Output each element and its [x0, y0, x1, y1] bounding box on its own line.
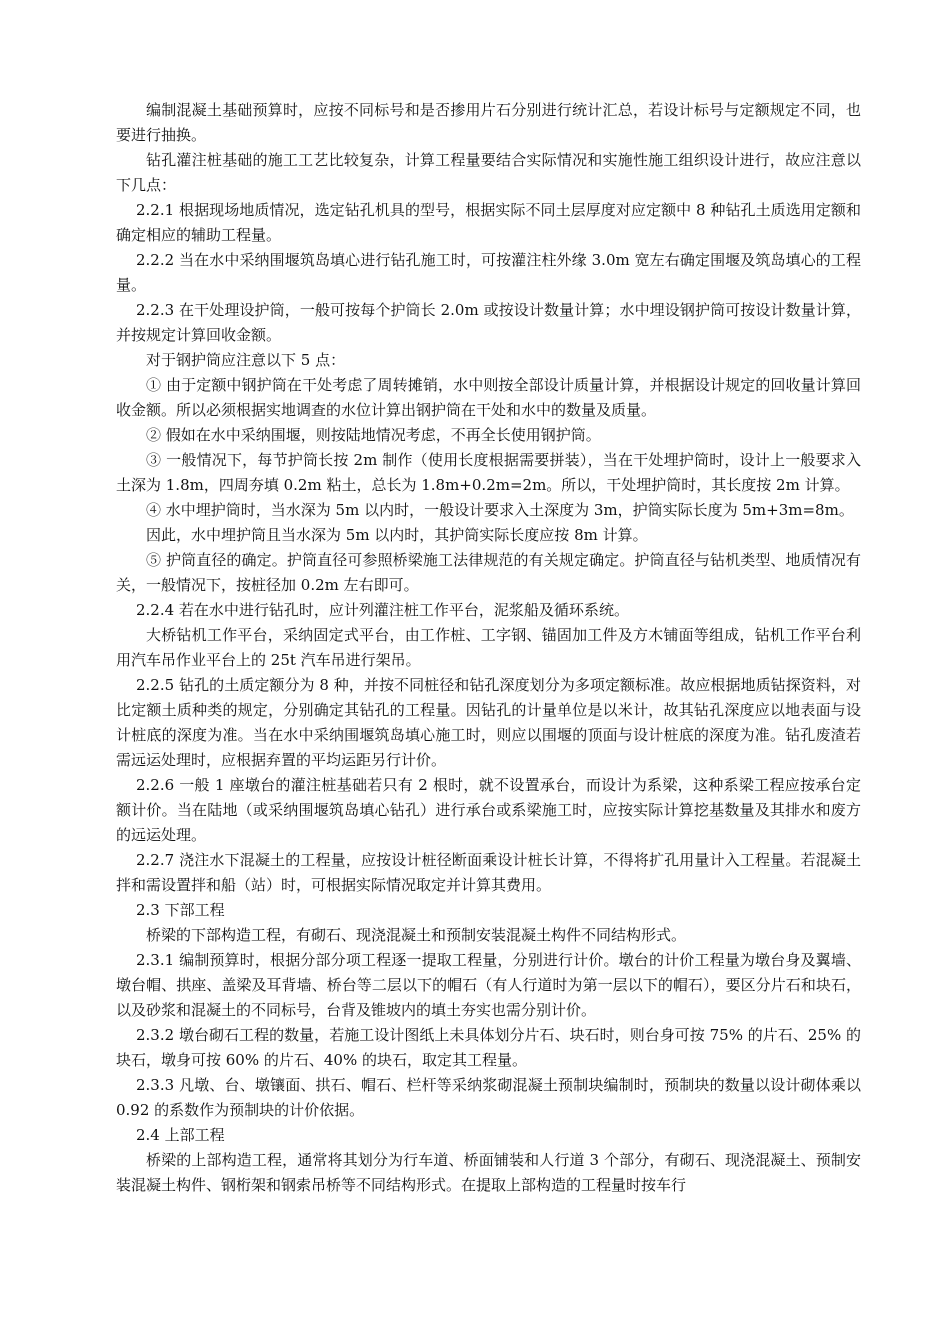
paragraph-drilling-platform: 大桥钻机工作平台，采纳固定式平台，由工作桩、工字钢、锚固加工件及方木铺面等组成，钻机工作平台利用汽车吊作业平台上的 25t 汽车吊进行架吊。	[116, 626, 861, 669]
paragraph-superstructure-intro: 桥梁的上部构造工程，通常将其划分为行车道、桥面铺装和人行道 3 个部分，有砌石、现浇混凝土、预制安装混凝土构件、钢桁架和钢索吊桥等不同结构形式。在提取上部构造的工程量时按车行	[116, 1151, 861, 1194]
paragraph-casing-point-5: ⑤ 护筒直径的确定。护筒直径可参照桥梁施工法律规范的有关规定确定。护筒直径与钻机类型、地质情况有关，一般情况下，按桩径加 0.2m 左右即可。	[116, 551, 861, 594]
paragraph-steel-casing-points: 对于钢护筒应注意以下 5 点：	[146, 351, 346, 369]
paragraph-substructure-intro: 桥梁的下部构造工程，有砌石、现浇混凝土和预制安装混凝土构件不同结构形式。	[146, 926, 687, 944]
paragraph-2-2-4: 2.2.4 若在水中进行钻孔时，应计列灌注桩工作平台，泥浆船及循环系统。	[136, 601, 629, 619]
paragraph-2-2-5: 2.2.5 钻孔的土质定额分为 8 种，并按不同桩径和钻孔深度划分为多项定额标准。故应根据地质钻探资料，对比定额土质种类的规定，分别确定其钻孔的工程量。因钻孔的计量单位是以米计，故其钻孔深度应以地表面与设计桩底的深度为准。当在水中采纳围堰筑岛填心施工时，则应以围堰的顶面与设计桩底的深度为准。钻孔废渣若需远运处理时，应根据弃置的平均运距另行计价。	[116, 676, 861, 769]
heading-2-3-substructure: 2.3 下部工程	[136, 901, 225, 919]
document-body	[116, 98, 861, 1198]
paragraph-2-2-7: 2.2.7 浇注水下混凝土的工程量，应按设计桩径断面乘设计桩长计算，不得将扩孔用量计入工程量。若混凝土拌和需设置拌和船（站）时，可根据实际情况取定并计算其费用。	[116, 851, 861, 894]
paragraph-2-3-3: 2.3.3 凡墩、台、墩镶面、拱石、帽石、栏杆等采纳浆砌混凝土预制块编制时，预制块的数量以设计砌体乘以 0.92 的系数作为预制块的计价依据。	[116, 1076, 861, 1119]
paragraph-2-2-6: 2.2.6 一般 1 座墩台的灌注桩基础若只有 2 根时，就不设置承台，而设计为系梁，这种系梁工程应按承台定额计价。当在陆地（或采纳围堰筑岛填心钻孔）进行承台或系梁施工时，应按实际计算挖基数量及其排水和废方的远运处理。	[116, 776, 861, 844]
paragraph-casing-point-1: ① 由于定额中钢护筒在干处考虑了周转摊销，水中则按全部设计质量计算，并根据设计规定的回收量计算回收金额。所以必须根据实地调查的水位计算出钢护筒在干处和水中的数量及质量。	[116, 376, 861, 419]
paragraph-casing-point-4: ④ 水中埋护筒时，当水深为 5m 以内时，一般设计要求入土深度为 3m，护筒实际长度为 5m+3m=8m。	[146, 501, 854, 519]
paragraph-casing-conclusion: 因此，水中埋护筒且当水深为 5m 以内时，其护筒实际长度应按 8m 计算。	[146, 526, 648, 544]
paragraph-casing-point-3: ③ 一般情况下，每节护筒长按 2m 制作（使用长度根据需要拼装），当在干处埋护筒时，设计上一般要求入土深为 1.8m，四周夯填 0.2m 粘土，总长为 1.8m+0.2m=2m。所以，干处埋护筒时，其长度按 2m 计算。	[116, 451, 861, 494]
paragraph-2-2-3: 2.2.3 在干处理设护筒，一般可按每个护筒长 2.0m 或按设计数量计算；水中埋设钢护筒可按设计数量计算，并按规定计算回收金额。	[116, 301, 861, 344]
paragraph-concrete-budget: 编制混凝土基础预算时，应按不同标号和是否掺用片石分别进行统计汇总，若设计标号与定额规定不同，也要进行抽换。	[116, 101, 861, 144]
paragraph-2-3-2: 2.3.2 墩台砌石工程的数量，若施工设计图纸上未具体划分片石、块石时，则台身可按 75% 的片石、25% 的块石，墩身可按 60% 的片石、40% 的块石，取定其工程量。	[116, 1026, 861, 1069]
paragraph-casing-point-2: ② 假如在水中采纳围堰，则按陆地情况考虑，不再全长使用钢护筒。	[146, 426, 601, 444]
heading-2-4-superstructure: 2.4 上部工程	[136, 1126, 225, 1144]
paragraph-2-2-1: 2.2.1 根据现场地质情况，选定钻孔机具的型号，根据实际不同土层厚度对应定额中 8 种钻孔土质选用定额和确定相应的辅助工程量。	[116, 201, 861, 244]
paragraph-2-3-1: 2.3.1 编制预算时，根据分部分项工程逐一提取工程量，分别进行计价。墩台的计价工程量为墩台身及翼墙、墩台帽、拱座、盖梁及耳背墙、桥台等二层以下的帽石（有人行道时为第一层以下的帽石），要区分片石和块石，以及砂浆和混凝土的不同标号，台背及锥坡内的填土夯实也需分别计价。	[116, 951, 861, 1019]
paragraph-bored-pile-intro: 钻孔灌注桩基础的施工工艺比较复杂，计算工程量要结合实际情况和实施性施工组织设计进行，故应注意以下几点：	[116, 151, 861, 194]
paragraph-2-2-2: 2.2.2 当在水中采纳围堰筑岛填心进行钻孔施工时，可按灌注柱外缘 3.0m 宽左右确定围堰及筑岛填心的工程量。	[116, 251, 861, 294]
